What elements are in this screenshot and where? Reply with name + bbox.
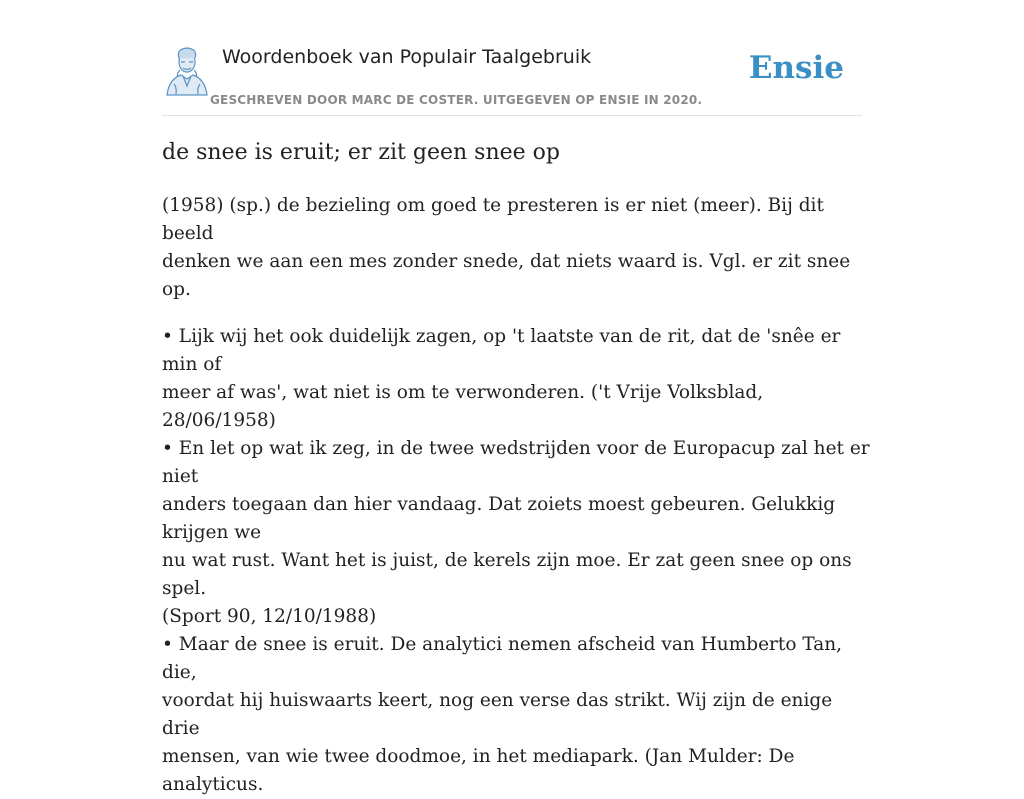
brand-logo[interactable]: Ensie <box>748 50 844 86</box>
quote-line: voordat hij huiswaarts keert, nog een verse das strikt. Wij zijn de enige drie <box>162 690 833 739</box>
author-portrait-icon[interactable] <box>164 46 210 96</box>
definition <box>162 192 872 304</box>
site-header <box>162 0 862 116</box>
quote-line: anders toegaan dan hier vandaag. Dat zoiets moest gebeuren. Gelukkig krijgen we <box>162 494 836 543</box>
definition-line: (1958) (sp.) de bezieling om goed te presteren is er niet (meer). Bij dit beeld <box>162 195 824 244</box>
quote-line: • Maar de snee is eruit. De analytici nemen afscheid van Humberto Tan, die, <box>162 634 843 683</box>
quote-line: meer af was', wat niet is om te verwonderen. ('t Vrije Volksblad, 28/06/1958) <box>162 382 764 431</box>
quote-line: nu wat rust. Want het is juist, de kerels zijn moe. Er zat geen snee op ons spel. <box>162 550 852 599</box>
entry-title: de snee is eruit; er zit geen snee op <box>162 140 560 165</box>
quote-line: (Sport 90, 12/10/1988) <box>162 606 377 627</box>
quote-line: • Lijk wij het ook duidelijk zagen, op 't laatste van de rit, dat de 'snêe er min of <box>162 326 841 375</box>
byline: GESCHREVEN DOOR MARC DE COSTER. UITGEGEVEN OP ENSIE IN 2020. <box>210 93 703 107</box>
definition-line: denken we aan een mes zonder snede, dat niets waard is. Vgl. er zit snee op. <box>162 251 851 300</box>
entry-content <box>162 192 872 799</box>
quote-line: mensen, van wie twee doodmoe, in het mediapark. (Jan Mulder: De analyticus. <box>162 746 795 795</box>
quote-line: • En let op wat ik zeg, in de twee wedstrijden voor de Europacup zal het er niet <box>162 438 870 487</box>
book-title[interactable]: Woordenboek van Populair Taalgebruik <box>222 46 592 68</box>
quotes <box>162 323 872 799</box>
